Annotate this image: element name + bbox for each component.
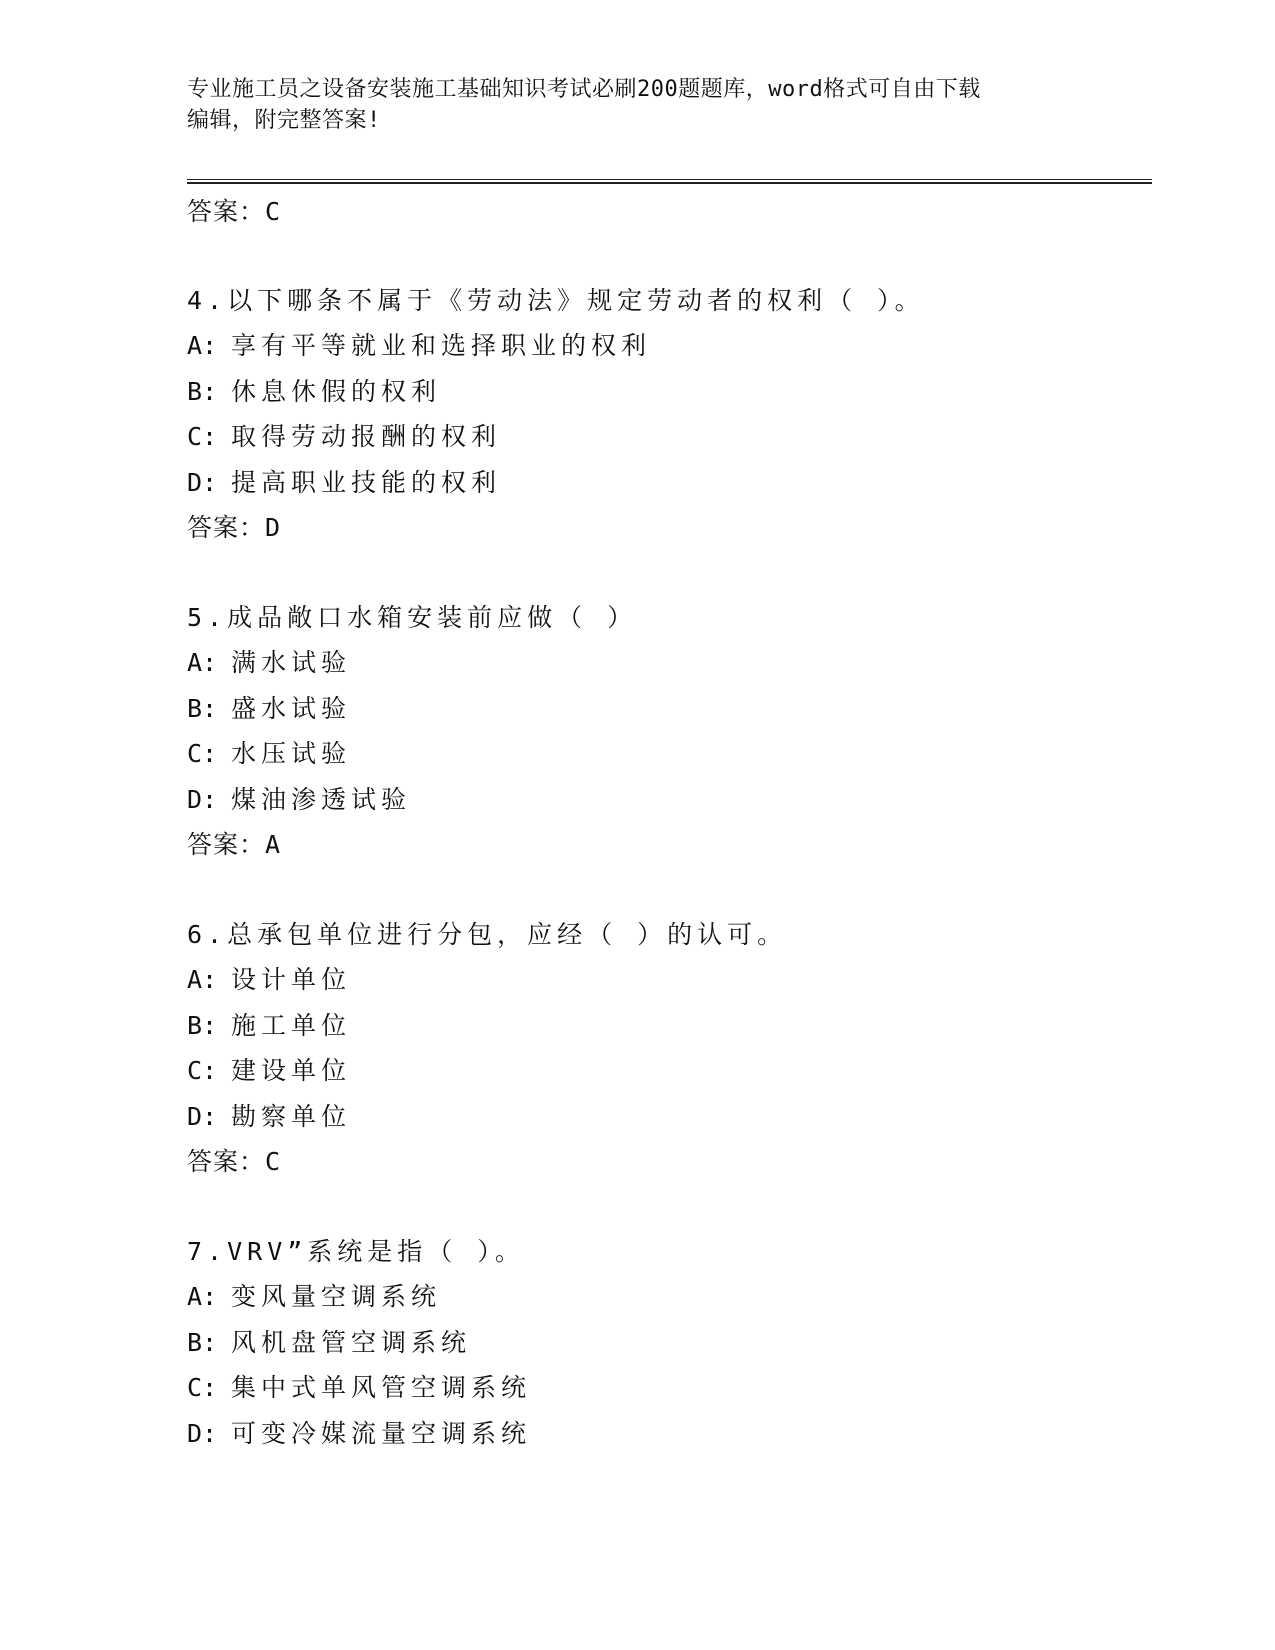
question-7 [187,1229,1147,1456]
option-text: 设计单位 [231,965,352,994]
option-text: 勘察单位 [231,1101,352,1131]
option-text: 建设单位 [231,1056,352,1085]
spacer [187,231,1147,278]
option-text: 施工单位 [231,1010,352,1040]
option-d [187,777,1147,823]
option-letter: D: [187,1101,218,1131]
option-letter: D: [187,784,218,814]
question-5 [187,595,1147,867]
option-text: 盛水试验 [231,693,352,723]
answer: 答案：A [187,830,282,859]
question-title: 4.以下哪条不属于《劳动法》规定劳动者的权利（ ）。 [187,286,925,315]
option-d [187,460,1147,506]
option-text: 享有平等就业和选择职业的权利 [231,331,652,360]
option-c [187,1048,1147,1094]
option-a [187,323,1147,369]
answer: 答案：C [187,1147,282,1176]
header-rule-thick [187,182,1152,184]
header-rule-thin [187,179,1152,180]
option-text: 水压试验 [231,739,352,768]
option-letter: C: [187,739,218,768]
option-text: 煤油渗透试验 [231,784,412,814]
previous-answer: 答案：C [187,197,282,226]
option-c [187,731,1147,777]
question-6 [187,912,1147,1184]
option-a [187,957,1147,1003]
option-a [187,640,1147,686]
option-a [187,1274,1147,1320]
option-text: 取得劳动报酬的权利 [231,422,502,451]
option-b [187,686,1147,732]
option-letter: A: [187,965,218,994]
option-letter: B: [187,376,218,406]
option-letter: A: [187,648,218,677]
option-letter: C: [187,422,218,451]
option-letter: B: [187,1010,218,1040]
option-d [187,1411,1147,1457]
question-title: 6.总承包单位进行分包，应经（ ）的认可。 [187,920,788,949]
question-title: 7.VRV”系统是指（ ）。 [187,1237,525,1266]
option-letter: D: [187,1418,218,1448]
option-letter: B: [187,693,218,723]
option-letter: D: [187,467,218,497]
answer: 答案：D [187,513,282,542]
option-text: 变风量空调系统 [231,1282,442,1311]
option-letter: B: [187,1327,218,1357]
option-letter: C: [187,1056,218,1085]
option-letter: C: [187,1373,218,1402]
option-d [187,1094,1147,1140]
document-header [187,74,1067,136]
option-c [187,1365,1147,1411]
option-text: 集中式单风管空调系统 [231,1373,532,1402]
option-text: 可变冷媒流量空调系统 [231,1418,532,1448]
option-b [187,369,1147,415]
option-text: 休息休假的权利 [231,376,442,406]
question-title: 5.成品敞口水箱安装前应做（ ） [187,603,638,632]
option-letter: A: [187,1282,218,1311]
option-text: 满水试验 [231,648,352,677]
option-letter: A: [187,331,218,360]
header-line-2: 编辑，附完整答案! [187,108,381,133]
header-line-1: 专业施工员之设备安装施工基础知识考试必刷200题题库，word格式可自由下载 [187,77,981,102]
option-text: 风机盘管空调系统 [231,1327,472,1357]
option-text: 提高职业技能的权利 [231,467,502,497]
question-4 [187,278,1147,550]
question-list [187,193,1147,1456]
option-b [187,1320,1147,1366]
option-b [187,1003,1147,1049]
option-c [187,414,1147,460]
